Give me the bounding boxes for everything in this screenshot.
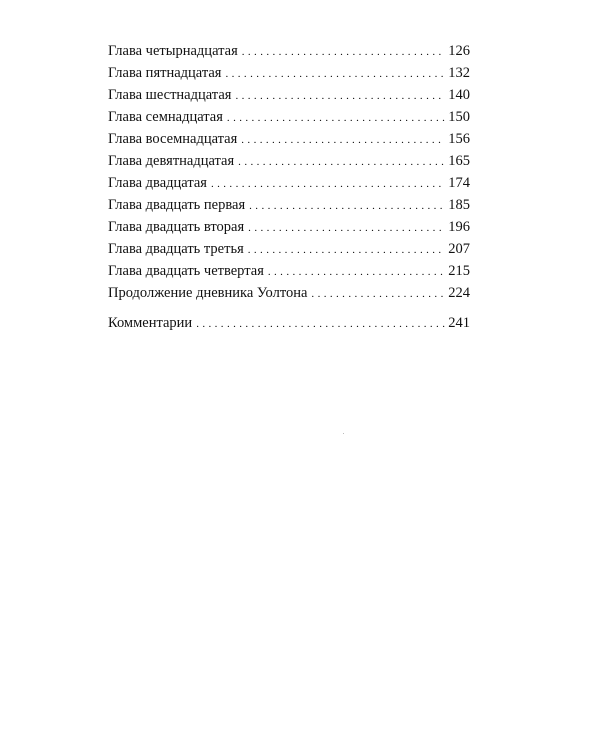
toc-entry bbox=[108, 260, 470, 282]
toc-entry-title: Глава семнадцатая bbox=[108, 109, 223, 125]
dot-leader bbox=[211, 173, 445, 195]
toc-entry bbox=[108, 238, 470, 260]
toc-entry-title: Продолжение дневника Уолтона bbox=[108, 285, 308, 301]
toc-entry-title: Глава восемнадцатая bbox=[108, 131, 238, 147]
toc-entry bbox=[108, 128, 470, 150]
scan-speck bbox=[343, 433, 344, 434]
toc-entry bbox=[108, 216, 470, 238]
dot-leader bbox=[248, 239, 446, 261]
dot-leader bbox=[225, 63, 445, 85]
toc-entry-title: Глава пятнадцатая bbox=[108, 65, 222, 81]
toc-entry-title: Глава шестнадцатая bbox=[108, 87, 232, 103]
toc-entry bbox=[108, 106, 470, 128]
toc-entry-page: 207 bbox=[448, 241, 470, 257]
toc-entry-page: 126 bbox=[448, 43, 470, 59]
toc-entry-title: Глава двадцать четвертая bbox=[108, 263, 264, 279]
toc-entry-title: Глава девятнадцатая bbox=[108, 153, 235, 169]
dot-leader bbox=[242, 41, 446, 63]
dot-leader bbox=[196, 313, 445, 335]
toc-entry bbox=[108, 84, 470, 106]
toc-entry bbox=[108, 172, 470, 194]
toc-entry bbox=[108, 282, 470, 304]
toc-entry bbox=[108, 62, 470, 84]
toc-entry bbox=[108, 150, 470, 172]
dot-leader bbox=[248, 217, 445, 239]
toc-entry-commentary bbox=[108, 312, 470, 334]
toc-entry-page: 132 bbox=[448, 65, 470, 81]
toc-entry bbox=[108, 40, 470, 62]
table-of-contents bbox=[108, 40, 470, 334]
toc-entry-title: Глава двадцать вторая bbox=[108, 219, 245, 235]
toc-entry-title: Глава двадцать первая bbox=[108, 197, 246, 213]
toc-entry-page: 156 bbox=[448, 131, 470, 147]
dot-leader bbox=[235, 85, 445, 107]
dot-leader bbox=[227, 107, 445, 129]
toc-entry-page: 140 bbox=[448, 87, 470, 103]
dot-leader bbox=[238, 151, 445, 173]
toc-entry-page: 185 bbox=[448, 197, 470, 213]
dot-leader bbox=[268, 261, 445, 283]
toc-entry-page: 241 bbox=[448, 315, 470, 331]
toc-entry-page: 224 bbox=[448, 285, 470, 301]
toc-entry-page: 174 bbox=[448, 175, 470, 191]
toc-entry-title: Комментарии bbox=[108, 315, 193, 331]
toc-entry-page: 165 bbox=[448, 153, 470, 169]
toc-entry-title: Глава двадцать третья bbox=[108, 241, 244, 257]
dot-leader bbox=[311, 283, 445, 305]
toc-entry-page: 196 bbox=[448, 219, 470, 235]
toc-entry-title: Глава четырнадцатая bbox=[108, 43, 238, 59]
toc-entry-page: 150 bbox=[448, 109, 470, 125]
dot-leader bbox=[249, 195, 445, 217]
toc-entry-title: Глава двадцатая bbox=[108, 175, 207, 191]
dot-leader bbox=[241, 129, 445, 151]
toc-entry bbox=[108, 194, 470, 216]
toc-entry-page: 215 bbox=[448, 263, 470, 279]
